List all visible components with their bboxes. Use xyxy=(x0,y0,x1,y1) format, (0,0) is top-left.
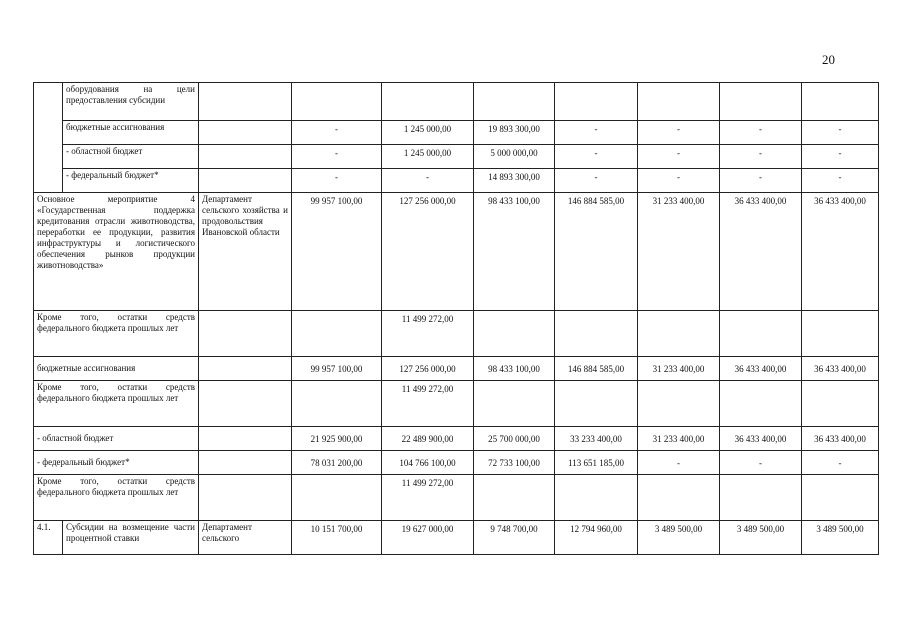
value-cell: - xyxy=(555,145,638,169)
value-cell xyxy=(474,381,555,427)
value-cell: - xyxy=(802,121,879,145)
value-cell: 10 151 700,00 xyxy=(292,521,382,555)
value-cell: 11 499 272,00 xyxy=(382,311,474,357)
row-label-cell: - областной бюджет xyxy=(63,145,199,169)
value-cell: - xyxy=(382,169,474,193)
value-cell: 72 733 100,00 xyxy=(474,451,555,475)
department-cell: Департамент сельского хозяйства и продовольствия Ивановской области xyxy=(199,193,292,311)
value-cell: 1 245 000,00 xyxy=(382,145,474,169)
row-number-cell: 4.1. xyxy=(34,521,63,555)
value-cell: - xyxy=(802,145,879,169)
value-cell xyxy=(638,381,720,427)
value-cell: 36 433 400,00 xyxy=(802,193,879,311)
value-cell: - xyxy=(292,145,382,169)
value-cell: 14 893 300,00 xyxy=(474,169,555,193)
value-cell: - xyxy=(720,451,802,475)
table-row xyxy=(34,521,879,555)
value-cell: 25 700 000,00 xyxy=(474,427,555,451)
row-label-cell: - федеральный бюджет* xyxy=(34,451,199,475)
value-cell: 31 233 400,00 xyxy=(638,193,720,311)
value-cell: - xyxy=(638,451,720,475)
value-cell: 99 957 100,00 xyxy=(292,357,382,381)
value-cell xyxy=(555,83,638,121)
department-cell xyxy=(199,451,292,475)
row-label-cell: бюджетные ассигнования xyxy=(34,357,199,381)
value-cell: - xyxy=(720,121,802,145)
department-cell xyxy=(199,357,292,381)
department-cell xyxy=(199,311,292,357)
value-cell: 1 245 000,00 xyxy=(382,121,474,145)
department-cell: Департамент сельского xyxy=(199,521,292,555)
value-cell: - xyxy=(638,169,720,193)
value-cell xyxy=(292,381,382,427)
table-row xyxy=(34,145,879,169)
value-cell: 98 433 100,00 xyxy=(474,193,555,311)
row-number-cell xyxy=(34,83,63,193)
value-cell: 99 957 100,00 xyxy=(292,193,382,311)
value-cell: 36 433 400,00 xyxy=(802,427,879,451)
value-cell: 98 433 100,00 xyxy=(474,357,555,381)
value-cell xyxy=(802,381,879,427)
value-cell: 36 433 400,00 xyxy=(720,427,802,451)
department-cell xyxy=(199,121,292,145)
value-cell: 3 489 500,00 xyxy=(638,521,720,555)
budget-table xyxy=(33,82,879,555)
value-cell: 78 031 200,00 xyxy=(292,451,382,475)
table-row xyxy=(34,451,879,475)
value-cell: 146 884 585,00 xyxy=(555,193,638,311)
value-cell: 11 499 272,00 xyxy=(382,381,474,427)
value-cell: 9 748 700,00 xyxy=(474,521,555,555)
value-cell: 22 489 900,00 xyxy=(382,427,474,451)
row-label-cell: Кроме того, остатки средств федерального бюджета прошлых лет xyxy=(34,475,199,521)
value-cell xyxy=(474,311,555,357)
value-cell xyxy=(720,83,802,121)
value-cell: 5 000 000,00 xyxy=(474,145,555,169)
value-cell xyxy=(802,475,879,521)
value-cell: - xyxy=(555,121,638,145)
value-cell: 12 794 960,00 xyxy=(555,521,638,555)
value-cell: 127 256 000,00 xyxy=(382,357,474,381)
value-cell xyxy=(638,475,720,521)
value-cell: 113 651 185,00 xyxy=(555,451,638,475)
value-cell: 127 256 000,00 xyxy=(382,193,474,311)
value-cell xyxy=(474,83,555,121)
department-cell xyxy=(199,169,292,193)
value-cell: - xyxy=(638,121,720,145)
value-cell xyxy=(382,83,474,121)
row-label-cell: оборудования на цели предоставления субсидии xyxy=(63,83,199,121)
value-cell xyxy=(638,83,720,121)
department-cell xyxy=(199,381,292,427)
table-row xyxy=(34,311,879,357)
value-cell: 36 433 400,00 xyxy=(720,357,802,381)
department-cell xyxy=(199,427,292,451)
department-cell xyxy=(199,83,292,121)
table-row xyxy=(34,83,879,121)
table-row xyxy=(34,121,879,145)
value-cell: 19 627 000,00 xyxy=(382,521,474,555)
value-cell: 146 884 585,00 xyxy=(555,357,638,381)
value-cell xyxy=(292,475,382,521)
department-cell xyxy=(199,475,292,521)
value-cell xyxy=(638,311,720,357)
row-label-cell: бюджетные ассигнования xyxy=(63,121,199,145)
page-number: 20 xyxy=(822,52,835,67)
value-cell: 36 433 400,00 xyxy=(802,357,879,381)
value-cell: 3 489 500,00 xyxy=(802,521,879,555)
value-cell xyxy=(292,83,382,121)
value-cell: 19 893 300,00 xyxy=(474,121,555,145)
table-row xyxy=(34,475,879,521)
table-row xyxy=(34,193,879,311)
value-cell: - xyxy=(720,145,802,169)
table-row xyxy=(34,381,879,427)
value-cell: - xyxy=(802,169,879,193)
value-cell: - xyxy=(638,145,720,169)
table-row xyxy=(34,169,879,193)
row-label-cell: Кроме того, остатки средств федерального бюджета прошлых лет xyxy=(34,381,199,427)
value-cell: - xyxy=(720,169,802,193)
value-cell xyxy=(292,311,382,357)
value-cell xyxy=(720,381,802,427)
department-cell xyxy=(199,145,292,169)
value-cell xyxy=(802,83,879,121)
value-cell: - xyxy=(802,451,879,475)
value-cell xyxy=(802,311,879,357)
value-cell xyxy=(474,475,555,521)
value-cell: 11 499 272,00 xyxy=(382,475,474,521)
value-cell: 31 233 400,00 xyxy=(638,427,720,451)
value-cell xyxy=(720,475,802,521)
table-row xyxy=(34,357,879,381)
value-cell: 33 233 400,00 xyxy=(555,427,638,451)
row-label-cell: Кроме того, остатки средств федерального бюджета прошлых лет xyxy=(34,311,199,357)
value-cell: - xyxy=(555,169,638,193)
row-label-cell: Субсидии на возмещение части процентной ставки xyxy=(63,521,199,555)
value-cell xyxy=(555,381,638,427)
value-cell: 36 433 400,00 xyxy=(720,193,802,311)
value-cell: - xyxy=(292,169,382,193)
value-cell: - xyxy=(292,121,382,145)
value-cell xyxy=(555,475,638,521)
row-label-cell: - федеральный бюджет* xyxy=(63,169,199,193)
value-cell: 104 766 100,00 xyxy=(382,451,474,475)
value-cell: 31 233 400,00 xyxy=(638,357,720,381)
table-row xyxy=(34,427,879,451)
value-cell xyxy=(720,311,802,357)
row-label-cell: - областной бюджет xyxy=(34,427,199,451)
value-cell: 21 925 900,00 xyxy=(292,427,382,451)
value-cell: 3 489 500,00 xyxy=(720,521,802,555)
row-label-cell: Основное мероприятие 4 «Государственная поддержка кредитования отрасли животноводства, переработки ее продукции, развития инфраструктуры и логистического обеспечения рынков продукции животноводства» xyxy=(34,193,199,311)
value-cell xyxy=(555,311,638,357)
